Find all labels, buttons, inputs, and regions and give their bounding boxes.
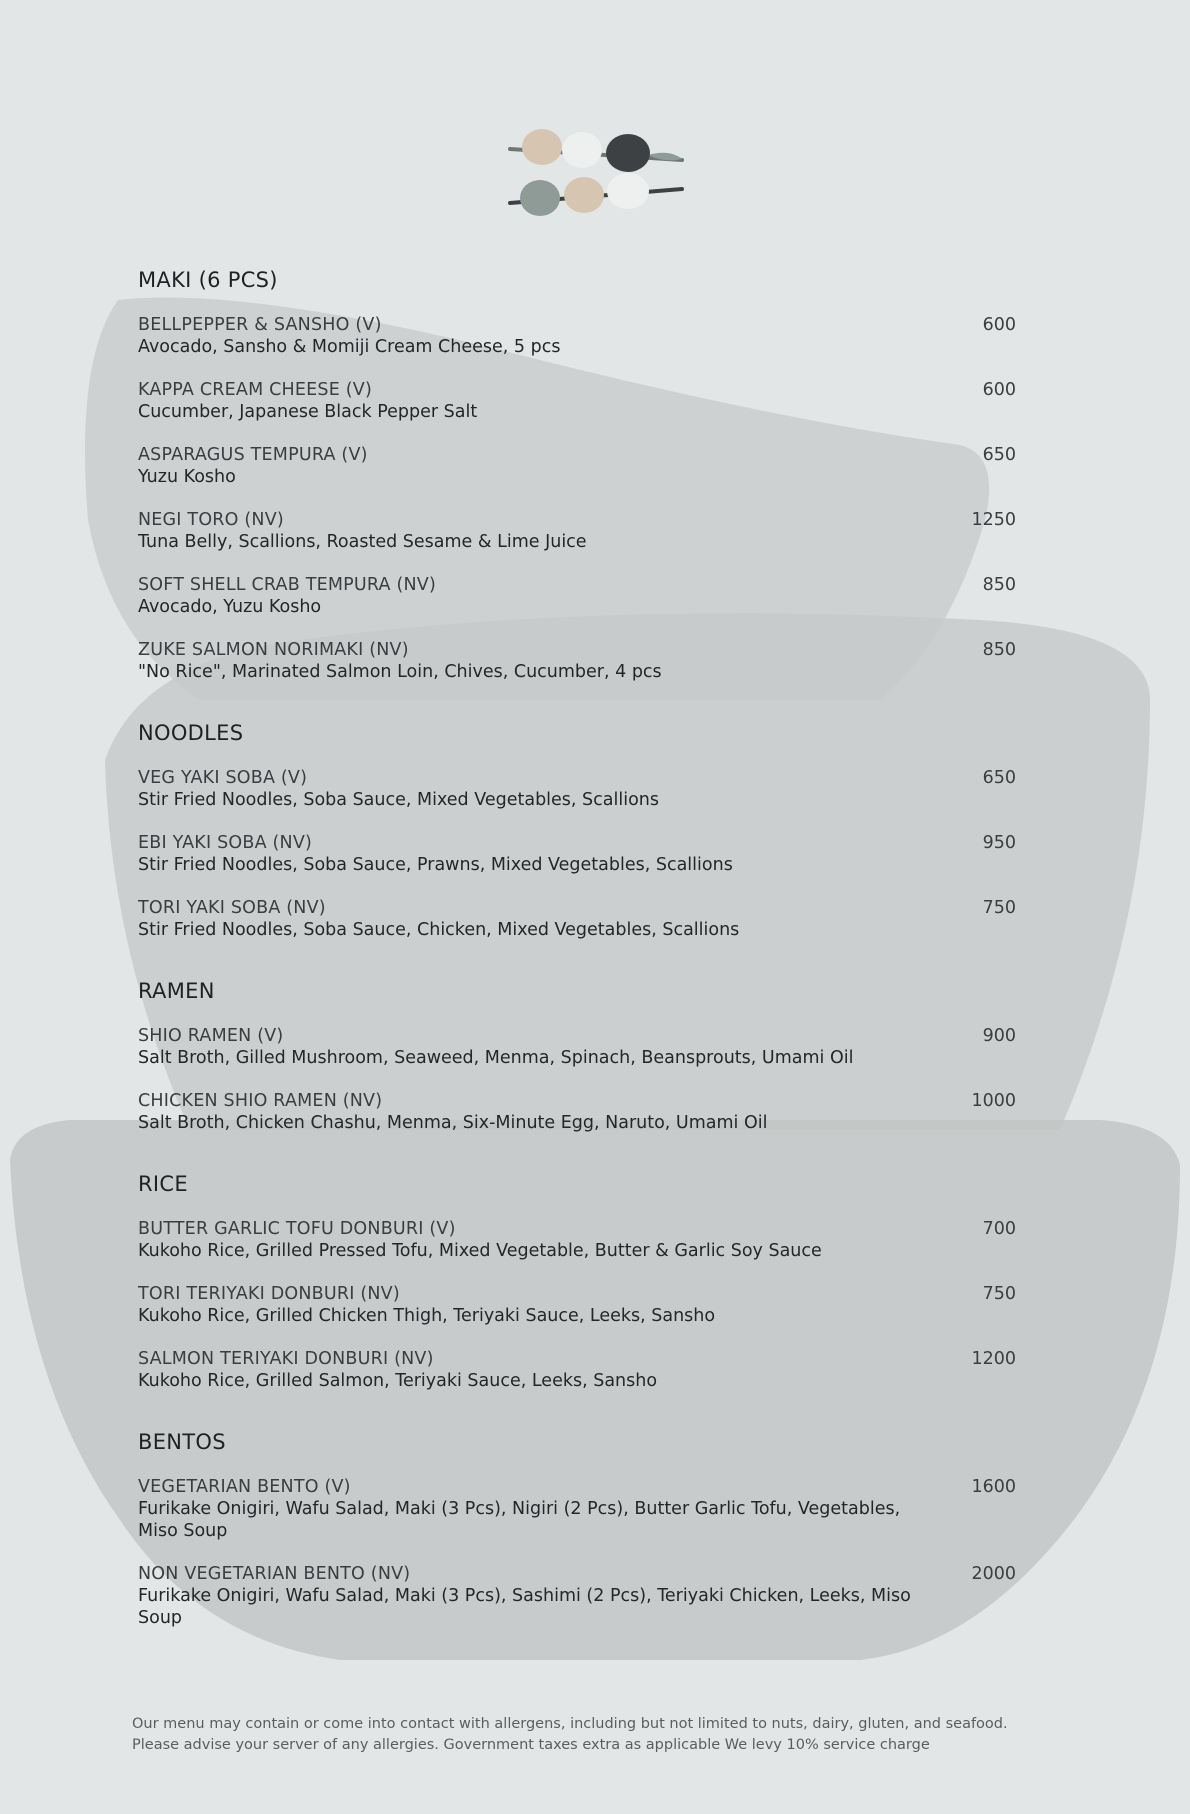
item-description: Furikake Onigiri, Wafu Salad, Maki (3 Pcs), Nigiri (2 Pcs), Butter Garlic Tofu, Vegetables, Miso Soup	[138, 1499, 901, 1541]
item-description: Stir Fried Noodles, Soba Sauce, Prawns, Mixed Vegetables, Scallions	[138, 855, 733, 875]
menu-item	[138, 509, 1016, 553]
item-name: CHICKEN SHIO RAMEN (NV)	[138, 1091, 383, 1111]
menu-item	[138, 1218, 1016, 1262]
item-description: Kukoho Rice, Grilled Pressed Tofu, Mixed Vegetable, Butter & Garlic Soy Sauce	[138, 1241, 822, 1261]
item-description: Tuna Belly, Scallions, Roasted Sesame & Lime Juice	[138, 532, 587, 552]
item-price: 1200	[971, 1349, 1016, 1369]
menu-item	[138, 444, 1016, 488]
menu-item	[138, 1476, 1016, 1542]
menu-item	[138, 314, 1016, 358]
item-price: 950	[982, 833, 1016, 853]
item-name: NON VEGETARIAN BENTO (NV)	[138, 1564, 411, 1584]
item-price: 850	[982, 640, 1016, 660]
menu-item	[138, 1283, 1016, 1327]
item-price: 650	[982, 445, 1016, 465]
menu-section	[138, 1430, 1016, 1629]
section-title: MAKI (6 PCS)	[138, 268, 278, 292]
item-name: ASPARAGUS TEMPURA (V)	[138, 445, 368, 465]
menu-item	[138, 832, 1016, 876]
item-description: Salt Broth, Gilled Mushroom, Seaweed, Menma, Spinach, Beansprouts, Umami Oil	[138, 1048, 854, 1068]
item-description: Kukoho Rice, Grilled Chicken Thigh, Teriyaki Sauce, Leeks, Sansho	[138, 1306, 716, 1326]
item-name: ZUKE SALMON NORIMAKI (NV)	[138, 640, 409, 660]
item-description: Kukoho Rice, Grilled Salmon, Teriyaki Sauce, Leeks, Sansho	[138, 1371, 658, 1391]
item-description: Stir Fried Noodles, Soba Sauce, Chicken, Mixed Vegetables, Scallions	[138, 920, 740, 940]
menu-list	[138, 268, 1016, 1667]
item-description: Furikake Onigiri, Wafu Salad, Maki (3 Pcs), Sashimi (2 Pcs), Teriyaki Chicken, Leeks, Miso Soup	[138, 1586, 911, 1628]
item-description: "No Rice", Marinated Salmon Loin, Chives, Cucumber, 4 pcs	[138, 662, 662, 682]
item-name: KAPPA CREAM CHEESE (V)	[138, 380, 372, 400]
menu-item	[138, 379, 1016, 423]
item-price: 750	[982, 898, 1016, 918]
menu-item	[138, 1025, 1016, 1069]
allergen-notice-line-2: Please advise your server of any allergies. Government taxes extra as applicable We levy 10% service charge	[132, 1737, 930, 1753]
menu-item	[138, 639, 1016, 683]
item-price: 850	[982, 575, 1016, 595]
dango-logo	[500, 125, 690, 225]
item-name: SOFT SHELL CRAB TEMPURA (NV)	[138, 575, 436, 595]
item-price: 1600	[971, 1477, 1016, 1497]
item-name: SHIO RAMEN (V)	[138, 1026, 284, 1046]
menu-item	[138, 1563, 1016, 1629]
menu-section	[138, 721, 1016, 941]
item-price: 600	[982, 315, 1016, 335]
item-name: NEGI TORO (NV)	[138, 510, 284, 530]
section-title: RICE	[138, 1172, 188, 1196]
item-price: 600	[982, 380, 1016, 400]
item-description: Salt Broth, Chicken Chashu, Menma, Six-Minute Egg, Naruto, Umami Oil	[138, 1113, 768, 1133]
menu-item	[138, 767, 1016, 811]
item-description: Stir Fried Noodles, Soba Sauce, Mixed Vegetables, Scallions	[138, 790, 660, 810]
item-description: Yuzu Kosho	[138, 467, 236, 487]
item-name: BELLPEPPER & SANSHO (V)	[138, 315, 382, 335]
item-price: 1250	[971, 510, 1016, 530]
item-price: 650	[982, 768, 1016, 788]
item-price: 700	[982, 1219, 1016, 1239]
item-price: 750	[982, 1284, 1016, 1304]
item-name: VEGETARIAN BENTO (V)	[138, 1477, 351, 1497]
menu-item	[138, 574, 1016, 618]
allergen-notice-line-1: Our menu may contain or come into contact with allergens, including but not limited to nuts, dairy, gluten, and seafood.	[132, 1716, 1008, 1732]
menu-item	[138, 897, 1016, 941]
item-price: 900	[982, 1026, 1016, 1046]
menu-item	[138, 1090, 1016, 1134]
menu-section	[138, 979, 1016, 1134]
item-description: Avocado, Sansho & Momiji Cream Cheese, 5 pcs	[138, 337, 561, 357]
menu-section	[138, 268, 1016, 683]
section-title: BENTOS	[138, 1430, 226, 1454]
menu-item	[138, 1348, 1016, 1392]
allergen-notice	[132, 1714, 1032, 1756]
item-description: Cucumber, Japanese Black Pepper Salt	[138, 402, 478, 422]
section-title: NOODLES	[138, 721, 244, 745]
item-price: 1000	[971, 1091, 1016, 1111]
item-name: TORI YAKI SOBA (NV)	[138, 898, 326, 918]
item-price: 2000	[971, 1564, 1016, 1584]
menu-section	[138, 1172, 1016, 1392]
item-name: SALMON TERIYAKI DONBURI (NV)	[138, 1349, 434, 1369]
item-description: Avocado, Yuzu Kosho	[138, 597, 322, 617]
item-name: BUTTER GARLIC TOFU DONBURI (V)	[138, 1219, 456, 1239]
section-title: RAMEN	[138, 979, 215, 1003]
item-name: VEG YAKI SOBA (V)	[138, 768, 308, 788]
item-name: EBI YAKI SOBA (NV)	[138, 833, 313, 853]
item-name: TORI TERIYAKI DONBURI (NV)	[138, 1284, 400, 1304]
